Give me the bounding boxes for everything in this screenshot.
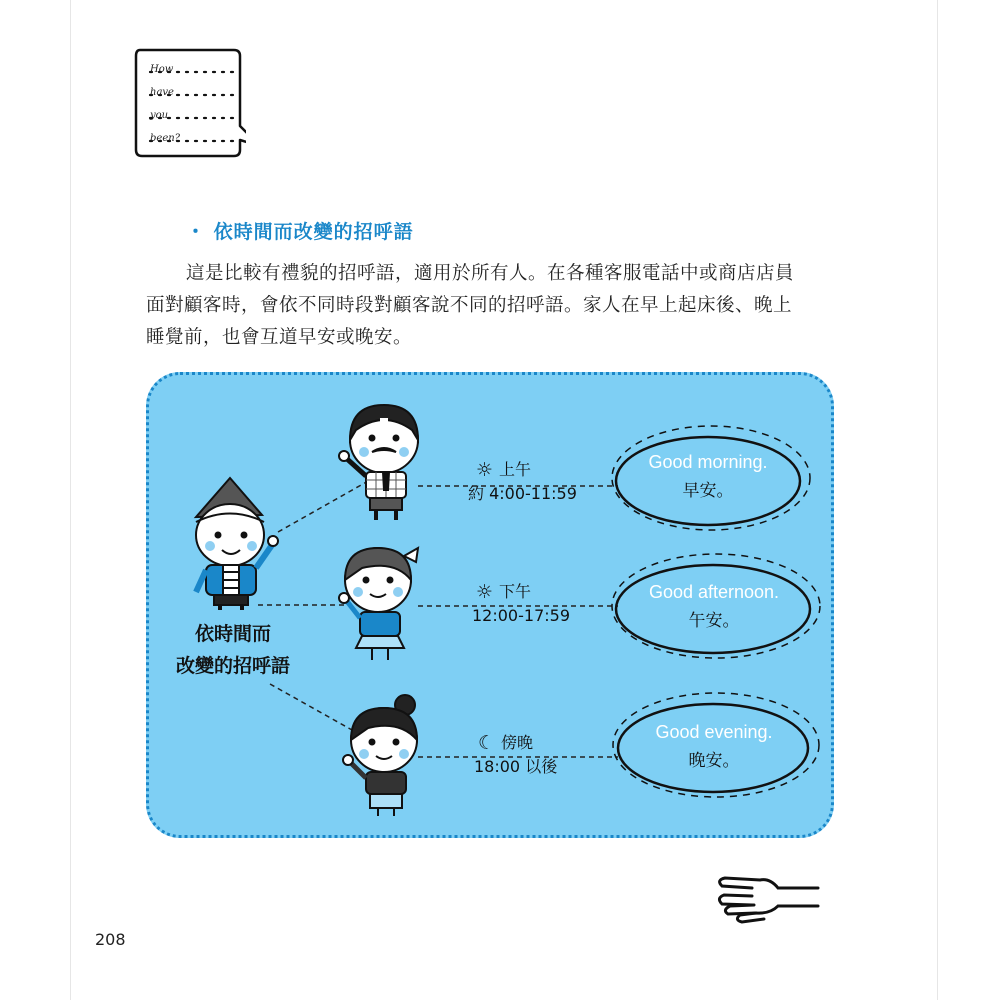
time-label-evening	[474, 731, 557, 779]
diagram-root-label	[168, 618, 298, 682]
pointing-hand-illustration	[719, 878, 818, 922]
connector-line	[278, 480, 370, 532]
boy-character	[196, 478, 278, 610]
greeting-morning	[618, 448, 798, 506]
time-range: 18:00 以後	[474, 757, 558, 776]
greeting-evening	[624, 718, 804, 776]
period-label: 上午	[499, 460, 532, 479]
greeting-english: Good evening.	[655, 722, 773, 742]
root-label-line: 依時間而	[194, 623, 271, 645]
speech-line: have	[150, 87, 174, 98]
speech-line: been?	[150, 133, 181, 144]
connector-line	[270, 684, 352, 730]
time-range: 12:00-17:59	[472, 606, 570, 625]
speech-line: you	[150, 110, 169, 121]
greeting-chinese: 午安。	[688, 611, 740, 631]
greeting-english: Good morning.	[648, 452, 768, 472]
period-label: 傍晚	[501, 733, 534, 752]
sun-icon: ☼	[476, 581, 494, 603]
period-label: 下午	[499, 582, 532, 601]
girl-character	[339, 548, 418, 660]
greeting-chinese: 晚安。	[688, 751, 740, 771]
moon-icon: ☾	[478, 732, 496, 754]
man-character	[339, 405, 418, 520]
greeting-chinese: 早安。	[682, 481, 734, 501]
time-label-morning	[468, 458, 577, 506]
root-label-line: 改變的招呼語	[175, 655, 290, 677]
section-heading: ・ 依時間而改變的招呼語	[186, 221, 414, 243]
paragraph-line: 睡覺前，也會互道早安或晚安。	[146, 327, 413, 348]
time-label-afternoon	[472, 580, 570, 628]
paragraph-line: 面對顧客時，會依不同時段對顧客說不同的招呼語。家人在早上起床後、晚上	[146, 295, 793, 316]
speech-line: How	[150, 64, 174, 75]
greeting-afternoon	[624, 578, 804, 636]
paragraph-line: 這是比較有禮貌的招呼語，適用於所有人。在各種客服電話中或商店店員	[186, 263, 795, 284]
greeting-english: Good afternoon.	[648, 582, 780, 602]
woman-character	[343, 695, 417, 816]
sun-icon: ☼	[476, 459, 494, 481]
time-range: 約 4:00-11:59	[468, 484, 577, 503]
page-number: 208	[95, 930, 126, 949]
